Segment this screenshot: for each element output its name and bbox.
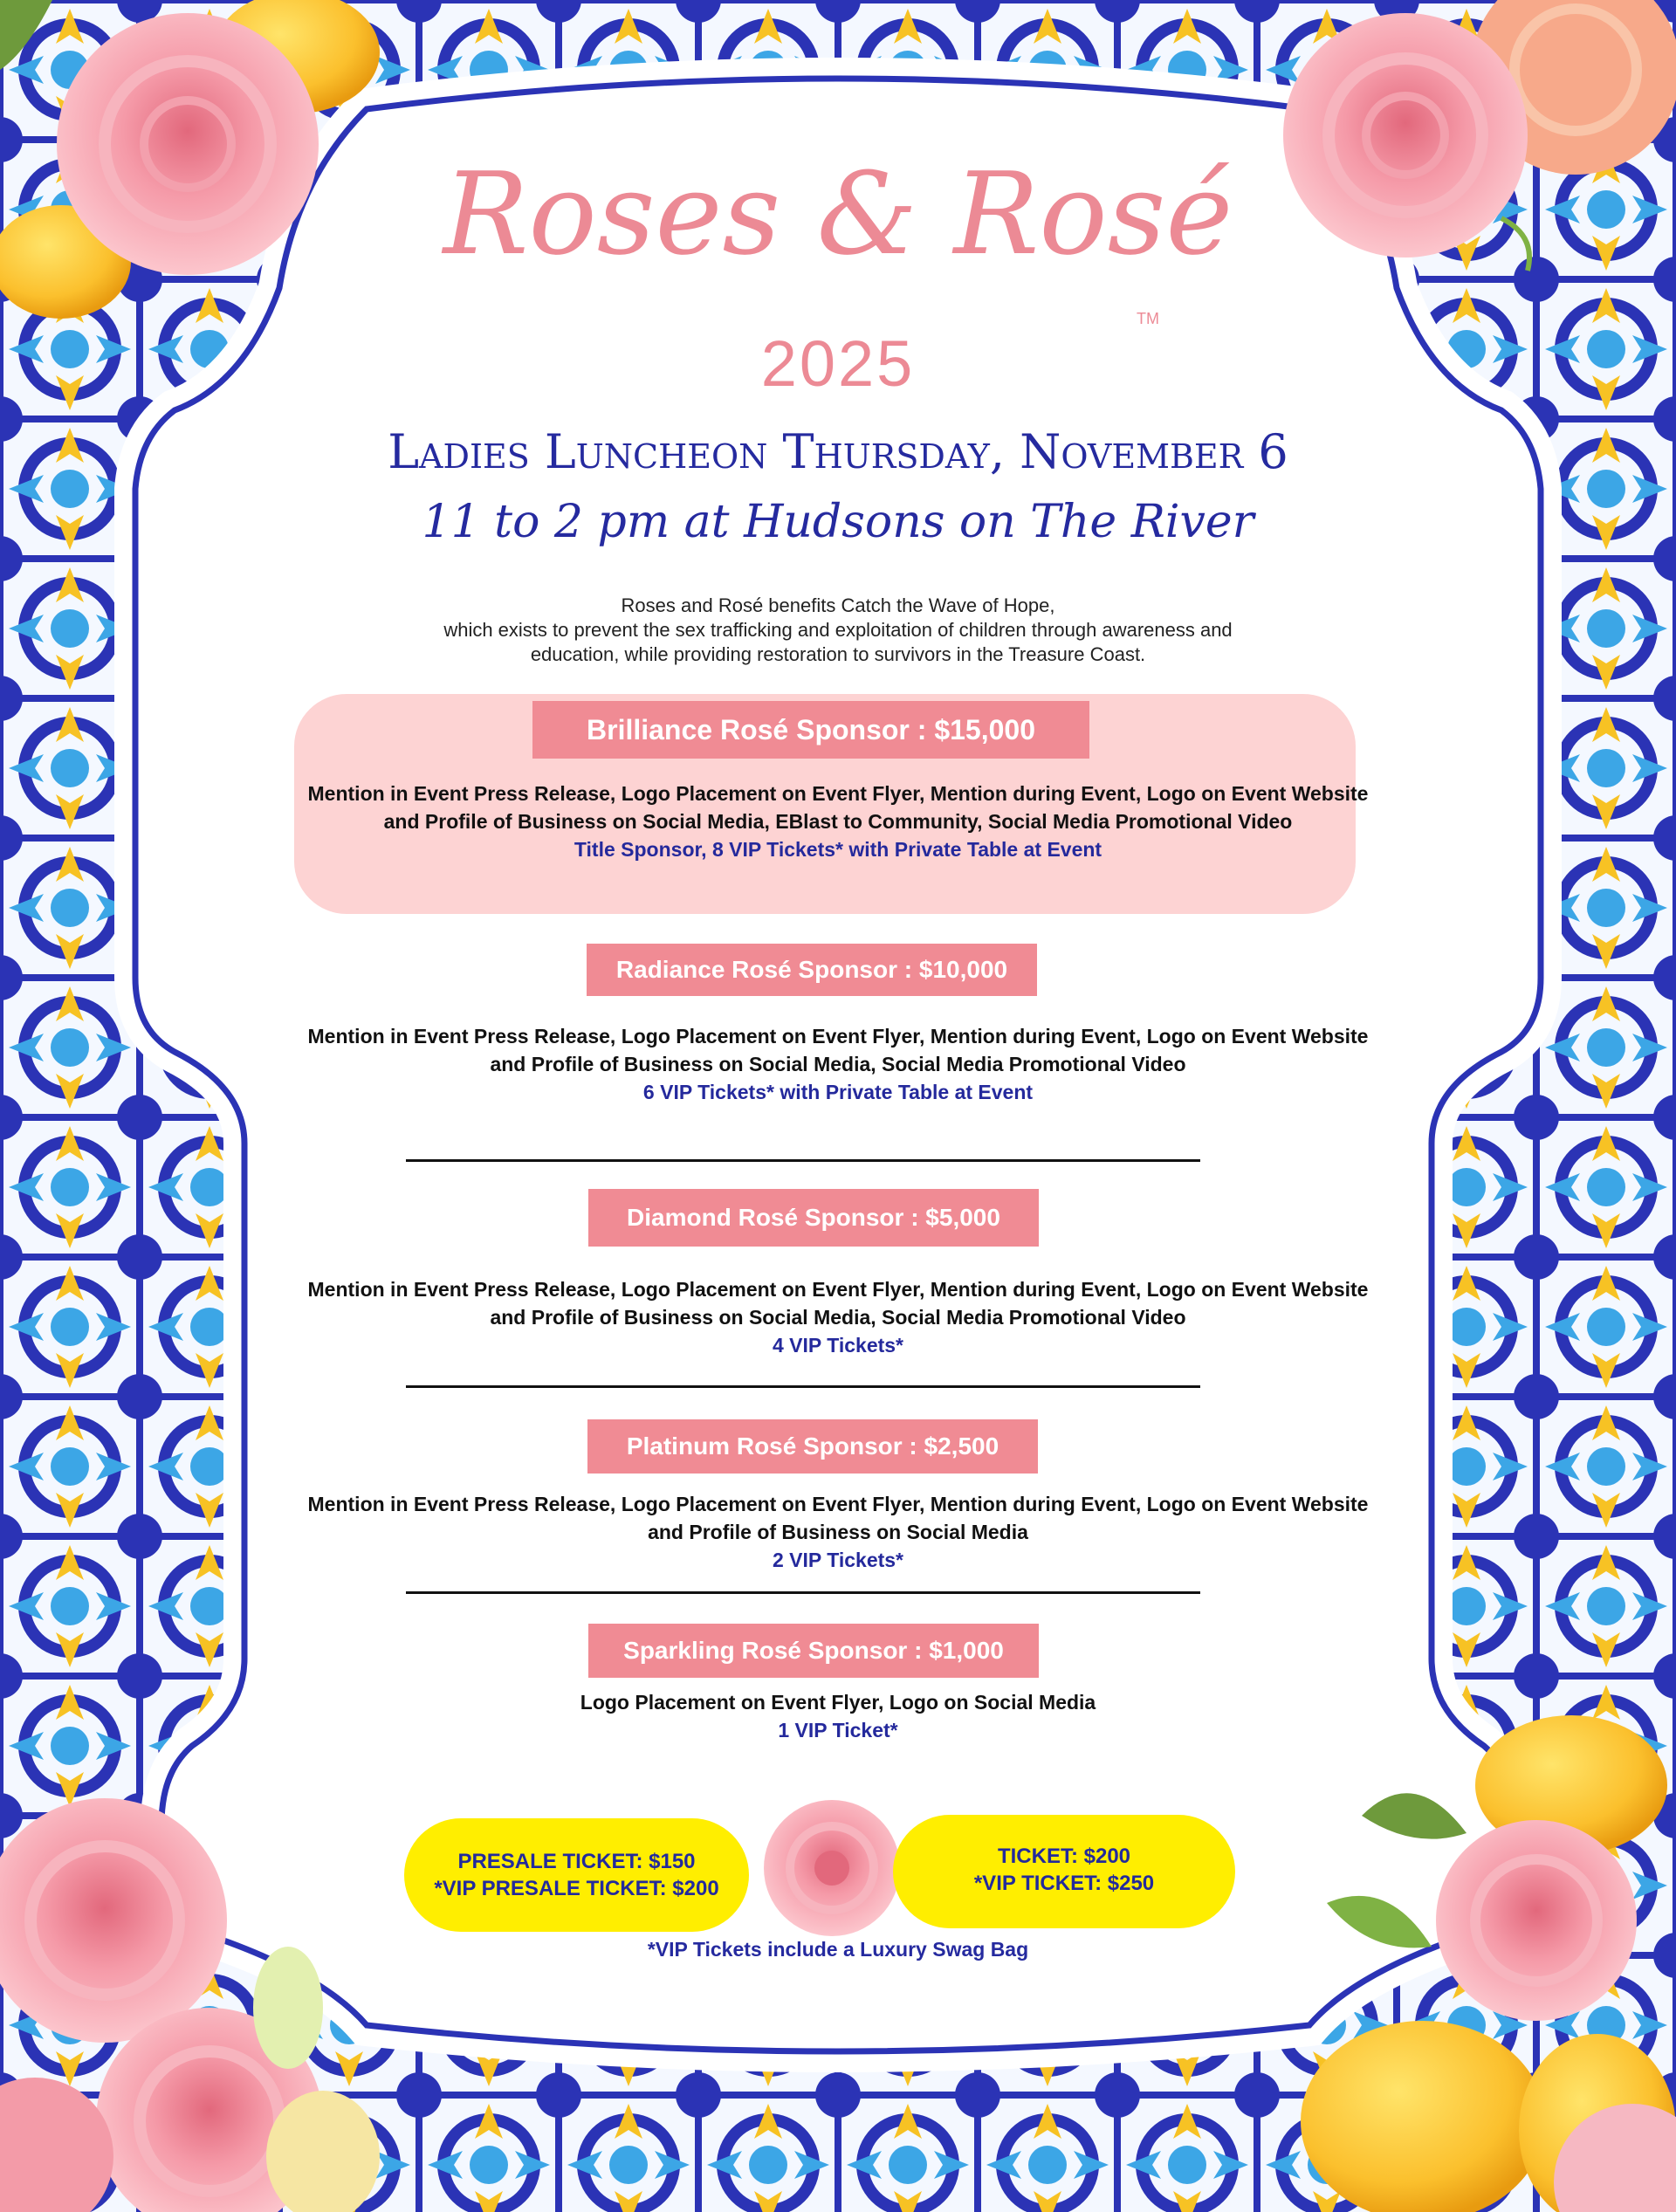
vip-footnote: *VIP Tickets include a Luxury Swag Bag [647, 1938, 1029, 1961]
mission-statement [332, 594, 1344, 667]
benefits-text: Mention in Event Press Release, Logo Placement on Event Flyer, Mention during Event, Logo on Event Website and Profile of Business on Social Media, EBlast to Community, Social Media Promotional Video [307, 782, 1369, 833]
event-date-line: Ladies Luncheon Thursday, November 6 [388, 424, 1288, 479]
tier-perk-sparkling: 1 VIP Ticket* [778, 1719, 898, 1741]
tier-label-platinum: Platinum Rosé Sponsor : $2,500 [587, 1419, 1038, 1474]
tier-benefits-platinum [297, 1490, 1379, 1574]
divider [406, 1385, 1200, 1388]
vip-presale-ticket-price: *VIP PRESALE TICKET: $200 [434, 1877, 719, 1900]
vip-ticket-price: *VIP TICKET: $250 [973, 1872, 1155, 1895]
presale-ticket-pill [404, 1818, 749, 1932]
mission-line-1: Roses and Rosé benefits Catch the Wave of Hope, [621, 594, 1055, 616]
tier-label-brilliance: Brilliance Rosé Sponsor : $15,000 [532, 701, 1089, 759]
tier-perk-radiance: 6 VIP Tickets* with Private Table at Event [642, 1081, 1034, 1103]
tier-benefits-brilliance [297, 780, 1379, 863]
benefits-text: Mention in Event Press Release, Logo Placement on Event Flyer, Mention during Event, Logo on Event Website and Profile of Business on Social Media [307, 1493, 1369, 1543]
regular-ticket-pill [893, 1815, 1235, 1928]
tier-benefits-radiance [297, 1022, 1379, 1106]
tier-perk-platinum: 2 VIP Tickets* [772, 1549, 904, 1571]
tier-label-sparkling: Sparkling Rosé Sponsor : $1,000 [588, 1624, 1039, 1678]
mission-line-2: which exists to prevent the sex trafficking and exploitation of children through awareness and [443, 619, 1233, 641]
tier-perk-diamond: 4 VIP Tickets* [772, 1334, 904, 1357]
event-year: 2025 [760, 327, 916, 400]
tier-label-radiance: Radiance Rosé Sponsor : $10,000 [587, 944, 1037, 996]
presale-ticket-price: PRESALE TICKET: $150 [457, 1850, 696, 1873]
trademark-mark: TM [1137, 310, 1159, 327]
benefits-text: Mention in Event Press Release, Logo Placement on Event Flyer, Mention during Event, Logo on Event Website and Profile of Business on Social Media, Social Media Promotional Video [307, 1278, 1369, 1329]
ticket-price: TICKET: $200 [997, 1844, 1131, 1868]
tier-label-diamond: Diamond Rosé Sponsor : $5,000 [588, 1189, 1039, 1247]
divider [406, 1159, 1200, 1162]
tier-benefits-diamond [297, 1275, 1379, 1359]
event-title: Roses & Rosé [443, 148, 1233, 280]
tier-perk-brilliance: Title Sponsor, 8 VIP Tickets* with Private Table at Event [574, 838, 1102, 861]
divider [406, 1591, 1200, 1594]
event-time-location: 11 to 2 pm at Hudsons on The River [422, 496, 1254, 548]
benefits-text: Mention in Event Press Release, Logo Placement on Event Flyer, Mention during Event, Logo on Event Website and Profile of Business on Social Media, Social Media Promotional Video [307, 1025, 1369, 1075]
tier-benefits-sparkling [297, 1688, 1379, 1744]
benefits-text: Logo Placement on Event Flyer, Logo on Social Media [580, 1691, 1096, 1714]
mission-line-3: education, while providing restoration to survivors in the Treasure Coast. [530, 643, 1146, 665]
